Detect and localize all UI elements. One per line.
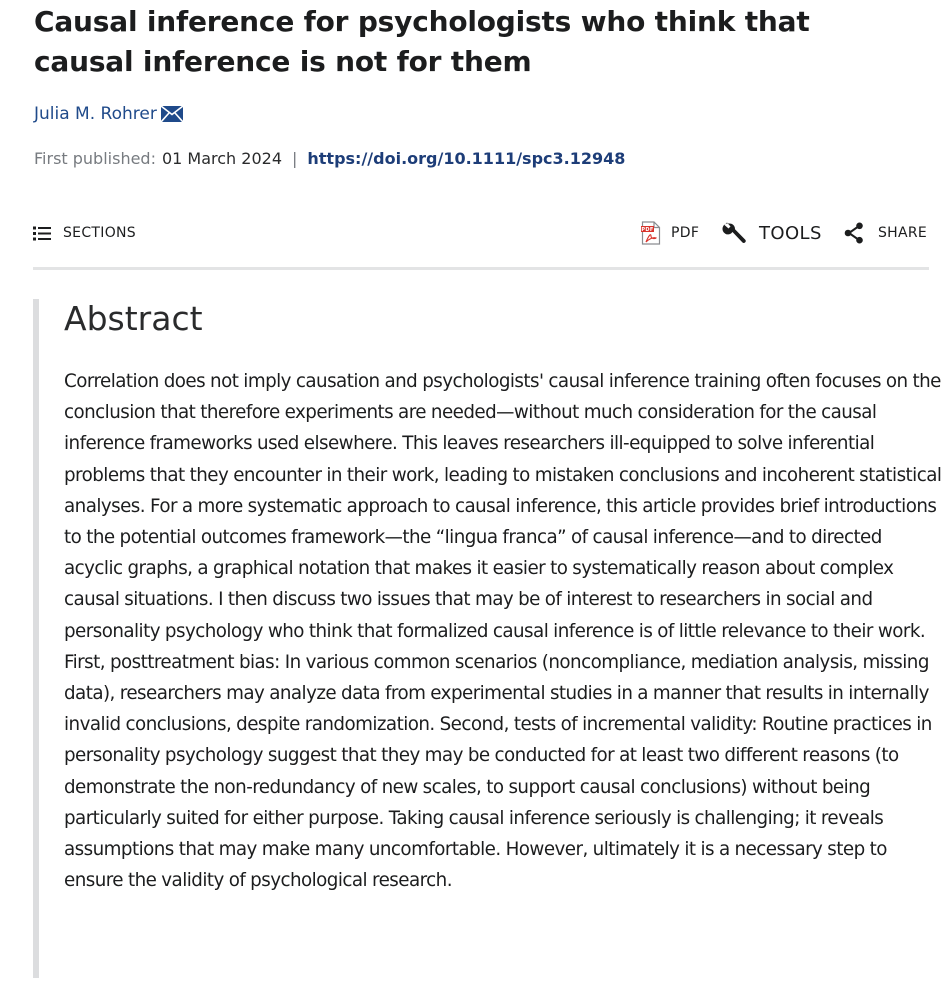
sections-button[interactable]	[33, 216, 136, 250]
svg-text:PDF: PDF	[641, 227, 654, 233]
pdf-button[interactable]	[641, 216, 699, 250]
abstract-heading: Abstract	[64, 299, 203, 338]
wrench-icon	[721, 220, 747, 246]
sections-label: SECTIONS	[63, 225, 136, 241]
share-icon	[844, 222, 864, 244]
separator: |	[292, 148, 298, 168]
share-label: SHARE	[878, 225, 928, 241]
abstract-accent-bar	[33, 299, 39, 978]
tools-label: TOOLS	[759, 222, 822, 244]
publication-info	[34, 145, 625, 171]
doi-link[interactable]: https://doi.org/10.1111/spc3.12948	[307, 148, 626, 168]
published-date: 01 March 2024	[161, 148, 282, 168]
abstract-text: Correlation does not imply causation and psychologists' causal inference training often focuses on the conclusion that therefore experiments are needed—without much consideration for the causal inference frameworks used elsewhere. This leaves researchers ill-equipped to solve inferential problems that they encounter in their work, leading to mistaken conclusions and incoherent statistical analyses. For a more systematic approach to causal inference, this article provides brief introductions to the potential outcomes framework—the “lingua franca” of causal inference—and to directed acyclic graphs, a graphical notation that makes it easier to systematically reason about complex causal situations. I then discuss two issues that may be of interest to researchers in social and personality psychology who think that formalized causal inference is of little relevance to their work. First, posttreatment bias: In various common scenarios (noncompliance, mediation analysis, missing data), researchers may analyze data from experimental studies in a manner that results in internally invalid conclusions, despite randomization. Second, tests of incremental validity: Routine practices in personality psychology suggest that they may be conducted for at least two different reasons (to demonstrate the non-redundancy of new scales, to support causal conclusions) without being particularly suited for either purpose. Taking causal inference seriously is challenging; it reveals assumptions that may make many uncomfortable. However, ultimately it is a necessary step to ensure the validity of psychological research.	[64, 371, 942, 892]
article-title: Causal inference for psychologists who think that causal inference is not for them	[34, 5, 810, 78]
published-label: First published:	[34, 148, 156, 168]
envelope-icon[interactable]	[161, 106, 183, 122]
share-button[interactable]	[844, 216, 927, 250]
article-toolbar	[33, 216, 929, 250]
author-link[interactable]: Julia M. Rohrer	[34, 104, 157, 124]
tools-button[interactable]	[721, 216, 822, 250]
pdf-file-icon	[641, 221, 661, 245]
pdf-label: PDF	[671, 225, 700, 241]
list-icon	[33, 226, 51, 241]
author-row	[34, 101, 183, 127]
toolbar-divider	[33, 267, 929, 270]
